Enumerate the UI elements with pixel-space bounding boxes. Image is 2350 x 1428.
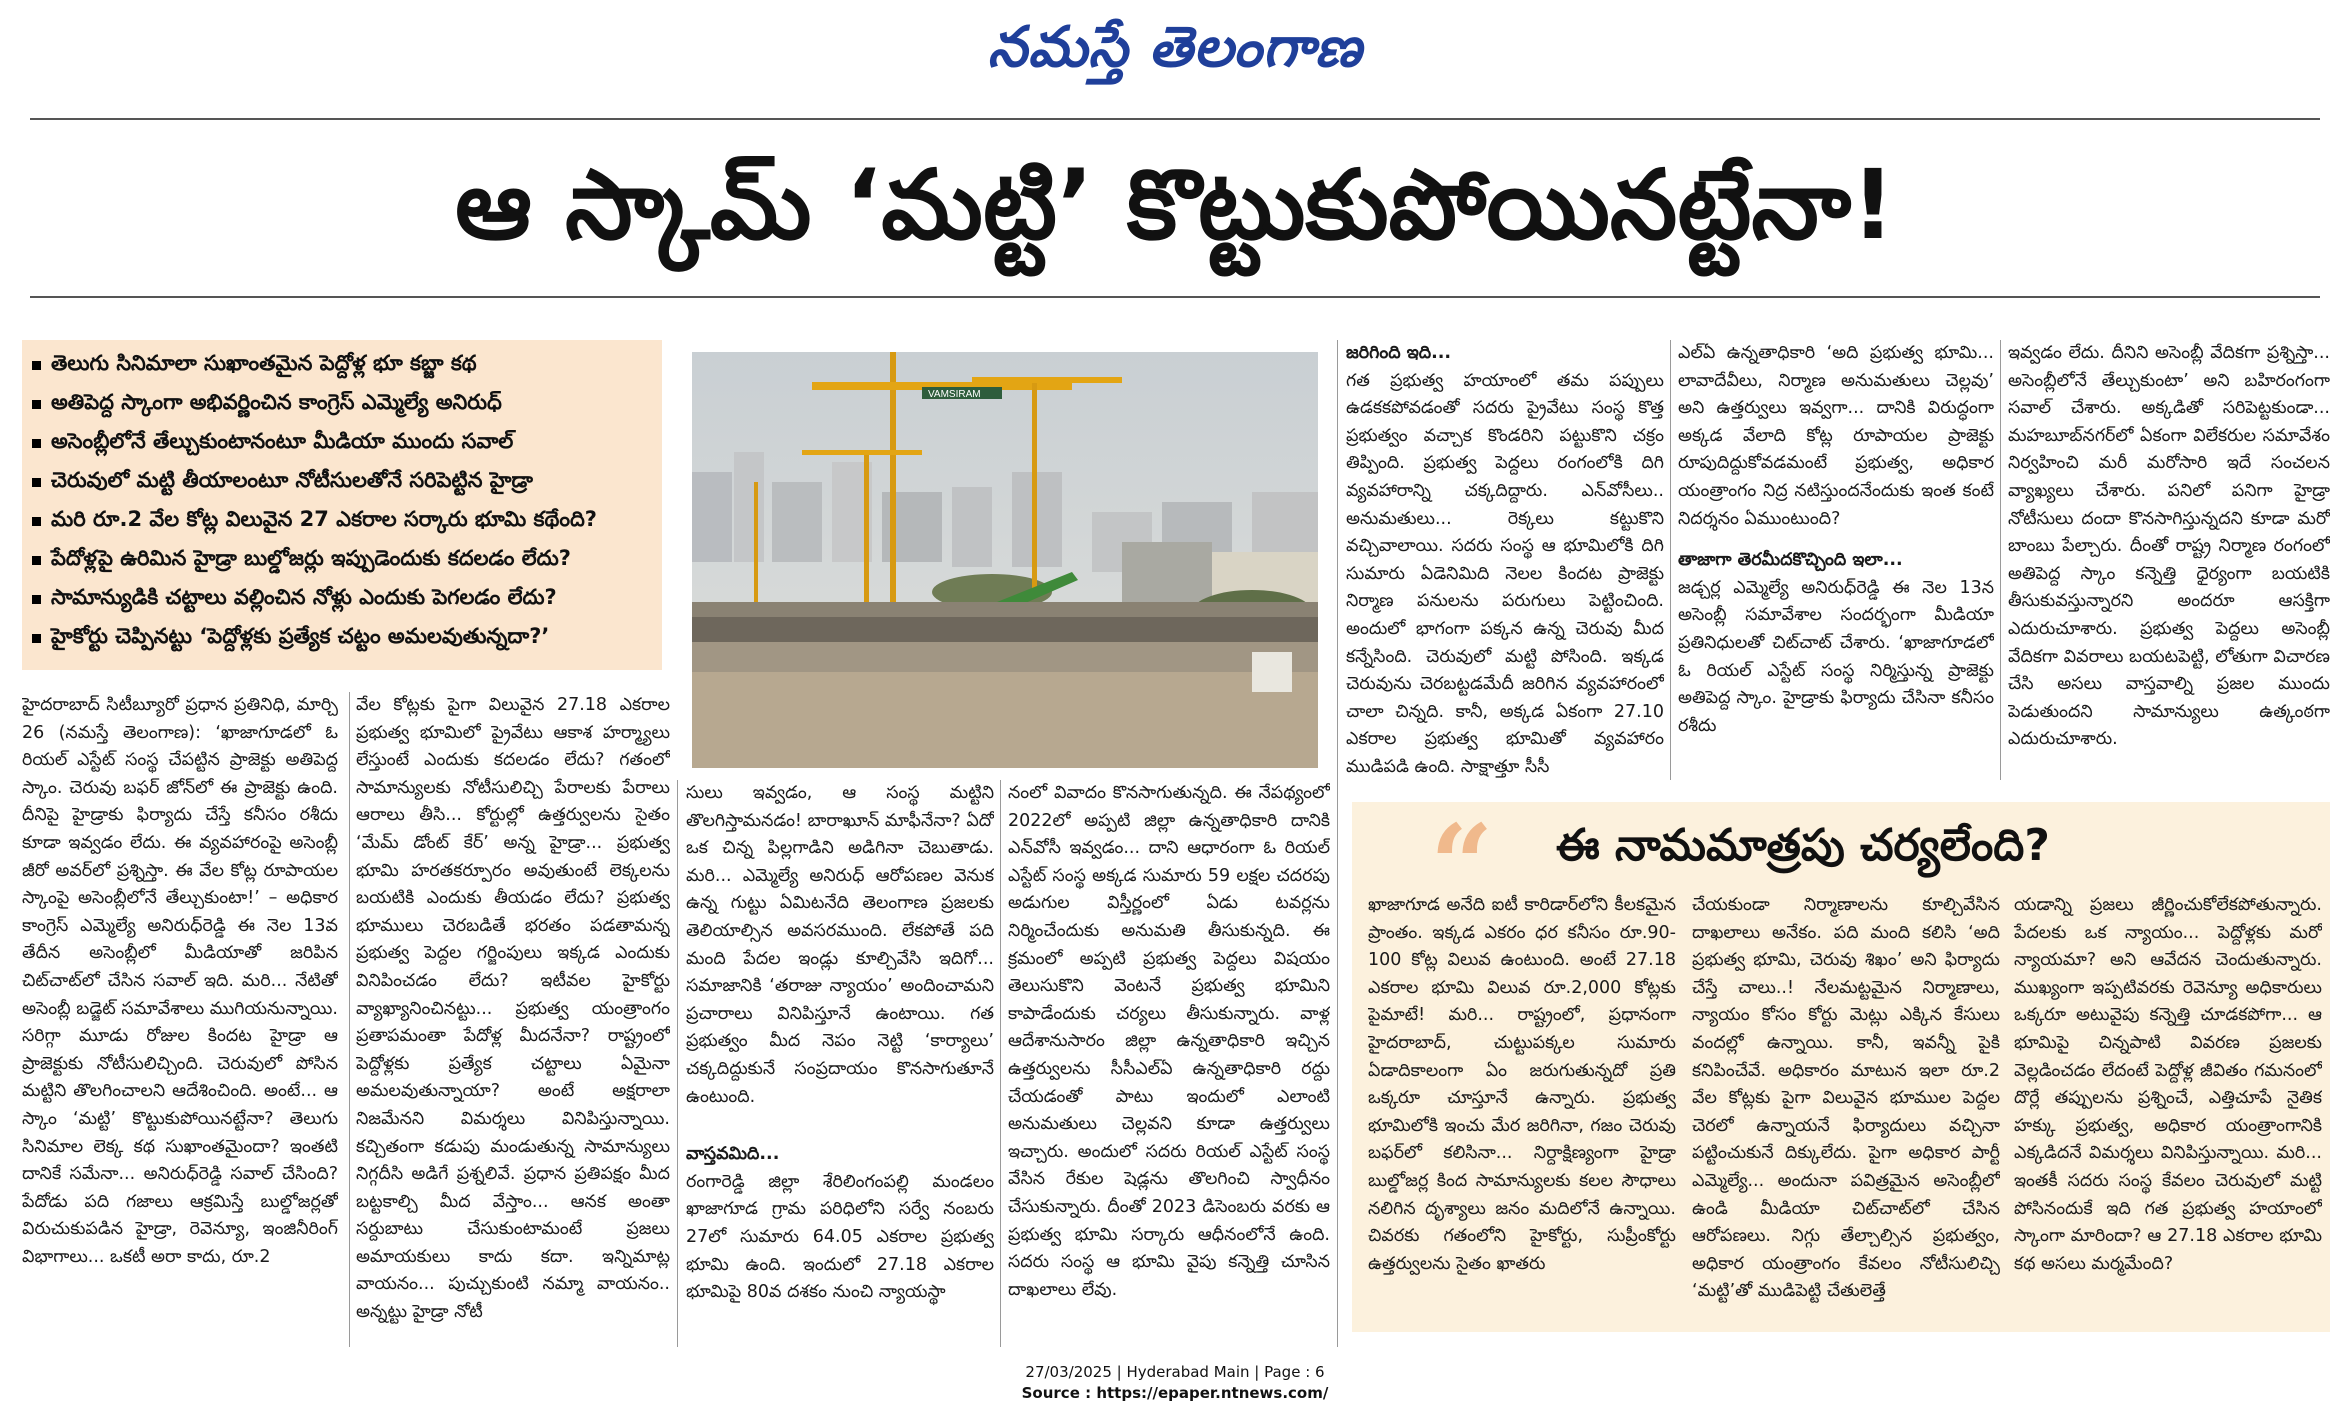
bullet-icon — [32, 439, 41, 448]
article-column-7: ఇవ్వడం లేదు. దీనిని అసెంబ్లీ వేదికగా ప్రశ్నిస్తా... అసెంబ్లీలోనే తేల్చుకుంటా’ అని బహిరంగంగా సవాల్ చేశారు. అక్కడితో సరిపెట్టకుండా... మహబూబ్‌నగర్‌లో ఏకంగా విలేకరుల సమావేశం నిర్వహించి మరీ మరోసారి ఇదే సంచలన వ్యాఖ్యలు చేశారు. పనిలో పనిగా హైడ్రా నోటీసులు దందా కొనసాగిస్తున్నదని కూడా మరో బాంబు పేల్చారు. దీంతో రాష్ట్ర నిర్మాణ రంగంలో అతిపెద్ద స్కాం కన్నెత్తి ధైర్యంగా బయటికి తీసుకువస్తున్నారని అందరూ ఆసక్తిగా ఎదురుచూశారు. ప్రభుత్వ పెద్దలు అసెంబ్లీ వేదికగా వివరాలు బయటపెట్టి, లోతుగా విచారణ చేసి అసలు వాస్తవాల్ని ప్రజల ముందు పెడుతుందని సామాన్యులు ఉత్కంఠగా ఎదురుచూశారు. — [2008, 343, 2330, 750]
bullet-icon — [32, 361, 41, 370]
column-divider — [1000, 780, 1001, 1347]
sidebar-title: ఈ నామమాత్రపు చర్యలేంది? — [1556, 820, 2050, 871]
article-column-3: సులు ఇవ్వడం, ఆ సంస్థ మట్టిని తొలగిస్తామనడం! బారాఖూన్ మాఫీనేనా? ఏదో ఒక చిన్న పిల్లగాడిని అడిగినా చెబుతాడు. మరి... ఎమ్మెల్యే అనిరుధ్ ఆరోపణల వెనుక ఉన్న గుట్టు ఏమిటనేది తెలంగాణ ప్రజలకు తెలియాల్సిన అవసరముంది. లేకపోతే పది మంది పేదల ఇండ్లు కూల్చివేసి ఇదిగో... సమాజానికి ‘తరాజు న్యాయం’ అందించామని ప్రచారాలు వినిపిస్తూనే ఉంటాయి. గత ప్రభుత్వం మీద నెపం నెట్టి ‘కార్యాలు’ చక్కదిద్దుకునే సంప్రదాయం కొనసాగుతూనే ఉంటుంది. వాస్తవమిది... రంగారెడ్డి జిల్లా శేరిలింగంపల్లి మండలం ఖాజాగూడ గ్రామ పరిధిలోని సర్వే నంబరు 27లో సుమారు 64.05 ఎకరాల ప్రభుత్వ భూమి ఉంది. ఇందులో 27.18 ఎకరాల భూమిపై 80వ దశకం నుంచి న్యాయస్థా — [686, 783, 994, 1303]
column-divider — [2000, 340, 2001, 780]
construction-site-photo — [692, 352, 1318, 768]
sidebar-column-1: ఖాజాగూడ అనేది ఐటీ కారిడార్‌లోని కీలకమైన ప్రాంతం. ఇక్కడ ఎకరం ధర కనీసం రూ.90-100 కోట్ల విలువ ఉంటుంది. అంటే 27.18 ఎకరాల భూమి విలువ రూ.2,000 కోట్లకు పైమాటే! మరి... రాష్ట్రంలో, ప్రధానంగా హైదరాబాద్, చుట్టుపక్కల సుమారు ఏడాదికాలంగా ఏం జరుగుతున్నదో ప్రతి ఒక్కరూ చూస్తూనే ఉన్నారు. ప్రభుత్వ భూమిలోకి ఇంచు మేర జరిగినా, గజం చెరువు బఫర్‌లో కలిసినా... నిర్దాక్షిణ్యంగా హైడ్రా బుల్డోజర్ల కింద సామాన్యులకు కలల సౌధాలు నలిగిన దృశ్యాలు జనం మదిలోనే ఉన్నాయి. చివరకు గతంలోని హైకోర్టు, సుప్రీంకోర్టు ఉత్తర్వులను సైతం ఖాతరు — [1368, 895, 1676, 1274]
bullet-icon — [32, 478, 41, 487]
article-column-5: జరిగింది ఇది... గత ప్రభుత్వ హయాంలో తమ పప్పులు ఉడకకపోవడంతో సదరు ప్రైవేటు సంస్థ కొత్త ప్రభుత్వం వచ్చాక కొండరిని పట్టుకొని చక్రం తిప్పింది. ప్రభుత్వ పెద్దలు రంగంలోకి దిగి వ్యవహారాన్ని చక్కదిద్దారు. ఎన్‌వోసీలు.. అనుమతులు... రెక్కలు కట్టుకొని వచ్చివాలాయి. సదరు సంస్థ ఆ భూమిలోకి దిగి సుమారు ఏడెనిమిది నెలల కిందట ప్రాజెక్టు నిర్మాణ పనులను పరుగులు పెట్టించింది. అందులో భాగంగా పక్కన ఉన్న చెరువు మీద కన్నేసింది. చెరువులో మట్టి పోసింది. ఇక్కడ చెరువును చెరబట్టడమేదీ జరిగిన వ్యవహారంలో చాలా చిన్నది. కానీ, అక్కడ ఏకంగా 27.10 ఎకరాల ప్రభుత్వ భూమితో వ్యవహారం ముడిపడి ఉంది. సాక్షాత్తూ సీసీ — [1346, 340, 1664, 780]
source-link[interactable]: Source : https://epaper.ntnews.com/ — [1021, 1384, 1329, 1402]
bullet-icon — [32, 556, 41, 565]
headline-rule-bottom — [30, 296, 2320, 298]
sidebar-column-2: చేయకుండా నిర్మాణాలను కూల్చివేసిన దాఖలాలు అనేకం. పది మంది కలిసి ‘అది ప్రభుత్వ భూమి, చెరువు శిఖం’ అని ఫిర్యాదు చేస్తే చాలు..! నేలమట్టమైన నిర్మాణాలు, న్యాయం కోసం కోర్టు మెట్లు ఎక్కిన కేసులు వందల్లో ఉన్నాయి. కానీ, ఇవన్నీ పైకి కనిపించేవే. అధికారం మాటున ఇలా రూ.2 వేల కోట్లకు పైగా విలువైన భూముల పెద్దల చెరలో ఉన్నాయనే ఫిర్యాదులు వచ్చినా పట్టించుకునే దిక్కులేదు. పైగా అధికార పార్టీ ఎమ్మెల్యే... అందునా పవిత్రమైన అసెంబ్లీలో ఉండి మీడియా చిట్‌చాట్‌లో చేసిన ఆరోపణలు. నిగ్గు తేల్చాల్సిన ప్రభుత్వం, అధికార యంత్రాంగం కేవలం నోటీసులిచ్చి ‘మట్టి’తో ముడిపెట్టి చేతులెత్తే — [1692, 895, 2000, 1302]
bullet-icon — [32, 634, 41, 643]
column-divider — [677, 780, 678, 1347]
subheading: జరిగింది ఇది... — [1346, 343, 1452, 363]
sidebar-column-3: యడాన్ని ప్రజలు జీర్ణించుకోలేకపోతున్నారు. పేదలకు ఒక న్యాయం... పెద్దోళ్లకు మరో న్యాయమా? అని ఆవేదన చెందుతున్నారు. ముఖ్యంగా ఇప్పటివరకు రెవెన్యూ అధికారులు ఒక్కరూ అటువైపు కన్నెత్తి చూడకపోగా... ఆ భూమిపై చిన్నపాటి వివరణ ప్రజలకు వెల్లడించడం లేదంటే పెద్దోళ్ల జీవితం గమనంలో దొర్లే తప్పులను ప్రశ్నించే, ఎత్తిచూపే నైతిక హక్కు ప్రభుత్వ, అధికార యంత్రాంగానికి ఎక్కడిదనే విమర్శలు వినిపిస్తున్నాయి. మరి... ఇంతకీ సదరు సంస్థ కేవలం చెరువులో మట్టి పోసినందుకే ఇది గత ప్రభుత్వ హయాంలో స్కాంగా మారిందా? ఆ 27.18 ఎకరాల భూమి కథ అసలు మర్మమేంది? — [2014, 895, 2322, 1274]
headline: ఆ స్కామ్ ‘మట్టి’ కొట్టుకుపోయినట్టేనా! — [455, 149, 1895, 261]
edition-info: 27/03/2025 | Hyderabad Main | Page : 6 — [1025, 1363, 1325, 1381]
crane-label: VAMSIRAM — [928, 389, 981, 400]
highlight-item: హైకోర్టు చెప్పినట్టు ‘పెద్దోళ్లకు ప్రత్యేక చట్టం అమలవుతున్నదా?’ — [32, 619, 652, 658]
masthead — [0, 0, 2350, 90]
highlight-item: చెరువులో మట్టి తీయాలంటూ నోటీసులతోనే సరిపెట్టిన హైడ్రా — [32, 463, 652, 502]
subheading: తాజాగా తెరమీదకొచ్చింది ఇలా... — [1678, 550, 1903, 571]
bullet-icon — [32, 400, 41, 409]
highlights-box — [22, 340, 662, 670]
highlight-item: తెలుగు సినిమాలా సుఖాంతమైన పెద్దోళ్ల భూ కబ్జా కథ — [32, 346, 652, 385]
masthead-logo: నమస్తే తెలంగాణ — [987, 14, 1363, 80]
column-divider — [349, 692, 350, 1347]
article-column-1: హైదరాబాద్ సిటీబ్యూరో ప్రధాన ప్రతినిధి, మార్చి 26 (నమస్తే తెలంగాణ): ‘ఖాజాగూడలో ఓ రియల్ ఎస్టేట్ సంస్థ చేపట్టిన ప్రాజెక్టు అతిపెద్ద స్కాం. చెరువు బఫర్ జోన్‌లో ఈ ప్రాజెక్టు ఉంది. దీనిపై హైడ్రాకు ఫిర్యాదు చేస్తే కనీసం రశీదు కూడా ఇవ్వడం లేదు. ఈ వ్యవహారంపై అసెంబ్లీ జీరో అవర్‌లో ప్రశ్నిస్తా. ఈ వేల కోట్ల రూపాయల స్కాంపై అసెంబ్లీలోనే తేల్చుకుంటా!’ – అధికార కాంగ్రెస్ ఎమ్మెల్యే అనిరుధ్‌రెడ్డి ఈ నెల 13వ తేదీన అసెంబ్లీలో మీడియాతో జరిపిన చిట్‌చాట్‌లో చేసిన సవాల్ ఇది. మరి... నేటితో అసెంబ్లీ బడ్జెట్ సమావేశాలు ముగియనున్నాయి. సరిగ్గా మూడు రోజుల కిందట హైడ్రా ఆ ప్రాజెక్టుకు నోటీసులిచ్చింది. చెరువులో పోసిన మట్టిని తొలగించాలని ఆదేశించింది. అంటే... ఆ స్కాం ‘మట్టి’ కొట్టుకుపోయినట్టేనా? తెలుగు సినిమాల లెక్క కథ సుఖాంతమైందా? ఇంతటి దానికే సమేనా... అనిరుధ్‌రెడ్డి సవాల్ చేసింది? పేదోడు పది గజాలు ఆక్రమిస్తే బుల్డోజర్లతో విరుచుకుపడిన హైడ్రా, రెవెన్యూ, ఇంజినీరింగ్ విభాగాలు... ఒకటీ అరా కాదు, రూ.2 — [22, 695, 338, 1267]
highlight-item: మరి రూ.2 వేల కోట్ల విలువైన 27 ఎకరాల సర్కారు భూమి కథేంది? — [32, 502, 652, 541]
highlight-item: అతిపెద్ద స్కాంగా అభివర్ణించిన కాంగ్రెస్ ఎమ్మెల్యే అనిరుధ్ — [32, 385, 652, 424]
column-divider — [1670, 340, 1671, 780]
bullet-icon — [32, 595, 41, 604]
quote-icon: “ — [1430, 800, 1494, 929]
photo-illustration — [692, 352, 1318, 768]
highlight-item: అసెంబ్లీలోనే తేల్చుకుంటానంటూ మీడియా ముందు సవాల్ — [32, 424, 652, 463]
highlight-item: పేదోళ్లపై ఉరిమిన హైడ్రా బుల్డోజర్లు ఇప్పుడెందుకు కదలడం లేదు? — [32, 541, 652, 580]
bullet-icon — [32, 517, 41, 526]
subheading: వాస్తవమిది... — [686, 1144, 780, 1165]
column-divider — [1337, 340, 1338, 1347]
article-column-6: ఎల్ఏ ఉన్నతాధికారి ‘అది ప్రభుత్వ భూమి... లావాదేవీలు, నిర్మాణ అనుమతులు చెల్లవు’ అని ఉత్తర్వులు ఇవ్వగా... దానికి విరుద్ధంగా అక్కడ వేలాది కోట్ల రూపాయల ప్రాజెక్టు రూపుదిద్దుకోవడమంటే ప్రభుత్వ, అధికార యంత్రాంగం నిద్ర నటిస్తుందనేందుకు ఇంత కంటే నిదర్శనం ఏముంటుంది? తాజాగా తెరమీదకొచ్చింది ఇలా... జడ్చర్ల ఎమ్మెల్యే అనిరుధ్‌రెడ్డి ఈ నెల 13న అసెంబ్లీ సమావేశాల సందర్భంగా మీడియా ప్రతినిధులతో చిట్‌చాట్ చేశారు. ‘ఖాజాగూడలో ఓ రియల్ ఎస్టేట్ సంస్థ నిర్మిస్తున్న ప్రాజెక్టు అతిపెద్ద స్కాం. హైడ్రాకు ఫిర్యాదు చేసినా కనీసం రశీదు — [1678, 343, 1994, 736]
article-column-2: వేల కోట్లకు పైగా విలువైన 27.18 ఎకరాల ప్రభుత్వ భూమిలో ప్రైవేటు ఆకాశ హర్మ్యాలు లేస్తుంటే ఎందుకు కదలడం లేదు? గతంలో సామాన్యులకు నోటీసులిచ్చి పేరాలకు పేరాలు ఆరాలు తీసి... కోర్టుల్లో ఉత్తర్వులను సైతం ‘మేమ్ డోంట్ కేర్’ అన్న హైడ్రా... ప్రభుత్వ భూమి హరతకర్పూరం అవుతుంటే లెక్కలను బయటికి ఎందుకు తీయడం లేదు? ప్రభుత్వ భూములు చెరబడితే భరతం పడతామన్న ప్రభుత్వ పెద్దల గర్జింపులు ఇక్కడ ఎందుకు వినిపించడం లేదు? ఇటీవల హైకోర్టు వ్యాఖ్యానించినట్టు... ప్రభుత్వ యంత్రాంగం ప్రతాపమంతా పేదోళ్ల మీదనేనా? రాష్ట్రంలో పెద్దోళ్లకు ప్రత్యేక చట్టాలు ఏమైనా అమలవుతున్నాయా? అంటే అక్షరాలా నిజమేనని విమర్శలు వినిపిస్తున్నాయి. కచ్చితంగా కడుపు మండుతున్న సామాన్యులు నిగ్గదీసి అడిగే ప్రశ్నలివే. ప్రధాన ప్రతిపక్షం మీద బట్టకాల్చి మీద వేస్తాం... ఆనక అంతా సర్దుబాటు చేసుకుంటామంటే ప్రజలు అమాయకులు కాదు కదా. ఇన్నిమాట్ల వాయనం... పుచ్చుకుంటి నమ్మా వాయనం.. అన్నట్టు హైడ్రా నోటీ — [356, 695, 670, 1323]
highlight-item: సామాన్యుడికి చట్టాలు వల్లించిన నోళ్లు ఎందుకు పెగలడం లేదు? — [32, 580, 652, 619]
article-column-4: నంలో వివాదం కొనసాగుతున్నది. ఈ నేపథ్యంలో 2022లో అప్పటి జిల్లా ఉన్నతాధికారి దానికి ఎన్‌వోసీ ఇవ్వడం... దాని ఆధారంగా ఓ రియల్ ఎస్టేట్ సంస్థ అక్కడ సుమారు 59 లక్షల చదరపు అడుగుల విస్తీర్ణంలో ఏడు టవర్లను నిర్మించేందుకు అనుమతి తీసుకున్నది. ఈ క్రమంలో అప్పటి ప్రభుత్వ పెద్దలు విషయం తెలుసుకొని వెంటనే ప్రభుత్వ భూమిని కాపాడేందుకు చర్యలు తీసుకున్నారు. వాళ్ల ఆదేశానుసారం జిల్లా ఉన్నతాధికారి ఇచ్చిన ఉత్తర్వులను సీసీఎల్ఏ ఉన్నతాధికారి రద్దు చేయడంతో పాటు ఇందులో ఎలాంటి అనుమతులు చెల్లవని కూడా ఉత్తర్వులు ఇచ్చారు. అందులో సదరు రియల్ ఎస్టేట్ సంస్థ వేసిన రేకుల షెడ్లను తొలగించి స్వాధీనం చేసుకున్నారు. దీంతో 2023 డిసెంబరు వరకు ఆ ప్రభుత్వ భూమి సర్కారు ఆధీనంలోనే ఉంది. సదరు సంస్థ ఆ భూమి వైపు కన్నెత్తి చూసిన దాఖలాలు లేవు. — [1008, 783, 1330, 1300]
